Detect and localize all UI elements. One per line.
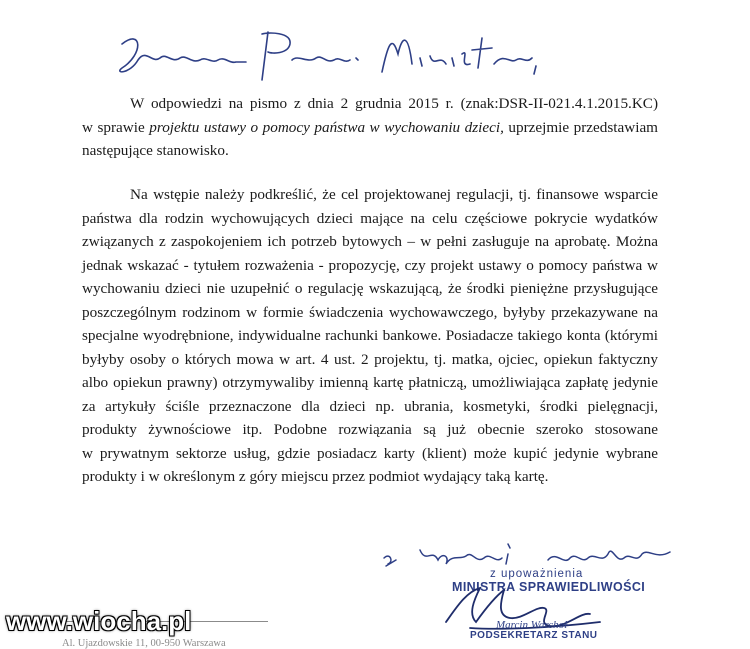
bill-title: projektu ustawy o pomocy państwa w wychowaniu dzieci, — [149, 118, 504, 136]
site-watermark: www.wiocha.pl — [6, 606, 192, 636]
handwritten-closing — [380, 530, 680, 570]
paragraph-line: Na wstępie należy podkreślić, że cel projektowanej regulacji, tj. finansowe wsparcie — [130, 186, 658, 203]
paragraph-line: produkty i w określonym z góry miejscu przez podmiot wydający taką kartę. — [82, 468, 549, 485]
paragraph-line: związanych z zaspokojeniem ich potrzeb bytowych – w pełni zasługuje na aprobatę. Można — [82, 233, 658, 250]
ministry-stamp: MINISTRA SPRAWIEDLIWOŚCI — [452, 580, 646, 594]
footer-address: Al. Ujazdowskie 11, 00-950 Warszawa — [62, 638, 226, 649]
paragraph-line: byłyby osoby o których mowa w art. 4 ust. 2 projektu, tj. matka, ojciec, opiekun faktyczny — [82, 350, 658, 368]
authorization-stamp: z upoważnienia — [490, 568, 584, 580]
paragraph-line: W odpowiedzi na pismo z dnia 2 grudnia 2015 r. (znak:DSR-II-021.4.1.2015.KC) — [130, 95, 658, 112]
paragraph-line: produkty żywnościowe itp. Podobne rozwiązania są już obecnie szeroko stosowane — [82, 421, 658, 438]
paragraph-line: za artykuły ściśle przeznaczone dla dzieci np. ubrania, kosmetyki, środki pielęgnacji, — [82, 397, 658, 415]
main-paragraph — [82, 183, 658, 489]
paragraph-line: poszczególnym rodzinom w formie świadczenia wychowawczego, byłyby przekazywane na — [82, 303, 658, 321]
paragraph-line: wychowaniu dzieci nie uzupełnić o regulację wskazującą, że środki pieniężne przysługujące — [82, 280, 658, 297]
signatory-role: PODSEKRETARZ STANU — [470, 630, 598, 641]
paragraph-line: następujące stanowisko. — [82, 142, 229, 159]
opening-paragraph — [82, 92, 658, 163]
paragraph-line: specjalne wyodrębnione, indywidualne rachunki bankowe. Posiadacze takiego konta (którymi — [82, 327, 658, 344]
paragraph-line: jednak wskazać - tytułem rozważenia - propozycję, czy projekt ustawy o pomocy państwa w — [82, 256, 658, 274]
paragraph-line: w sprawie projektu ustawy o pomocy państwa w wychowaniu dzieci, uprzejmie przedstawiam — [82, 118, 658, 136]
paragraph-line: albo opiekun prawny) otrzymywaliby imienną kartę płatniczą, umożliwiająca zapłatę jedynie — [82, 374, 658, 391]
handwritten-salutation — [112, 24, 542, 86]
paragraph-line: państwa dla rodzin wychowujących dzieci mające na celu częściowe pokrycie wydatków — [82, 209, 658, 227]
paragraph-line: w prywatnym sektorze usług, gdzie posiadacz karty (klient) może kupić jedynie wybrane — [82, 444, 658, 462]
signatory-name: Marcin Warchoł — [496, 619, 568, 631]
